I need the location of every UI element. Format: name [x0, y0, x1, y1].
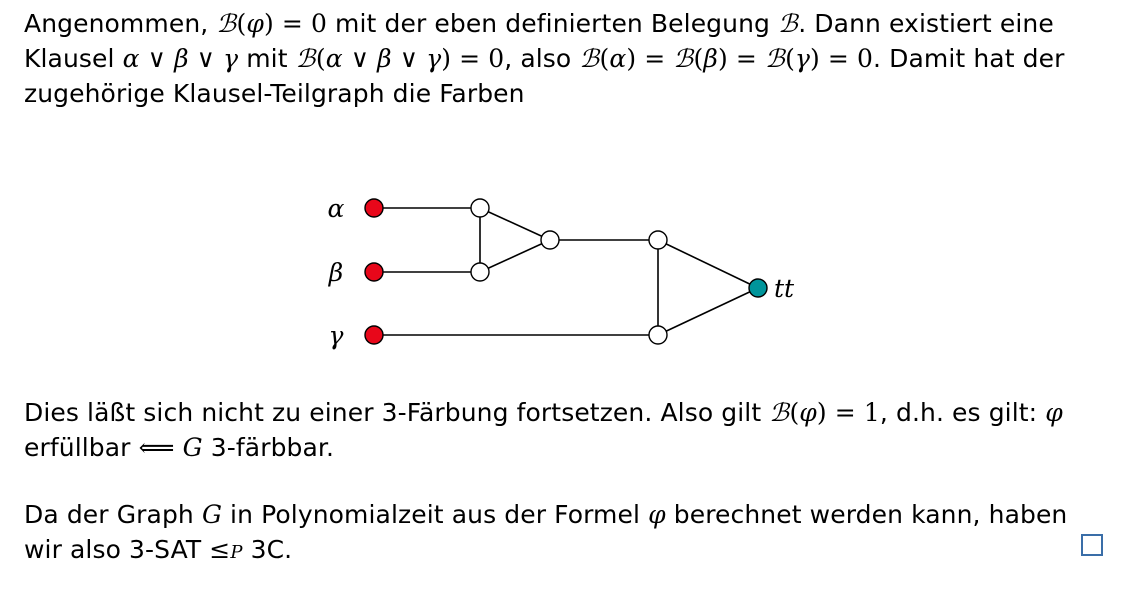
node-n4 [649, 231, 667, 249]
edge-n2-n3 [480, 240, 550, 272]
node-beta [365, 263, 383, 281]
node-n5 [649, 326, 667, 344]
node-alpha [365, 199, 383, 217]
edge-n5-tt [658, 288, 758, 335]
label-tt: tt [774, 274, 795, 303]
edge-n4-tt [658, 240, 758, 288]
graph-svg [300, 180, 820, 365]
qed-box [1081, 534, 1103, 556]
node-n1 [471, 199, 489, 217]
paragraph-conclusion: Dies läßt sich nicht zu einer 3-Färbung fortsetzen. Also gilt ℬ(φ) = 1, d.h. es gilt: φ erfüllbar ⟸ G 3-färbbar. [24, 398, 1063, 462]
calligraphic-b-1: ℬ [216, 9, 237, 38]
paragraph-reduction: Da der Graph G in Polynomialzeit aus der Formel φ berechnet werden kann, haben wir also 3-SAT ≤P 3C. [24, 500, 1068, 564]
paragraph-assumption: Angenommen, ℬ(φ) = 0 mit der eben definierten Belegung ℬ. Dann existiert eine Klausel α ∨ β ∨ γ mit ℬ(α ∨ β ∨ γ) = 0, also ℬ(α) = ℬ(β) = ℬ(γ) = 0. Damit hat der zugehörige Klausel-Teilgraph die Farben [24, 9, 1065, 108]
edge-n1-n3 [480, 208, 550, 240]
paragraph-1-text: Angenommen, [24, 9, 217, 38]
klausel-teilgraph-figure [300, 180, 820, 365]
graph-edges [374, 208, 758, 335]
node-tt [749, 279, 767, 297]
label-beta: β [328, 258, 344, 287]
node-n3 [541, 231, 559, 249]
calligraphic-b-2: ℬ [778, 9, 799, 38]
label-gamma: γ [328, 321, 344, 350]
label-alpha: α [327, 194, 345, 223]
node-n2 [471, 263, 489, 281]
node-gamma [365, 326, 383, 344]
